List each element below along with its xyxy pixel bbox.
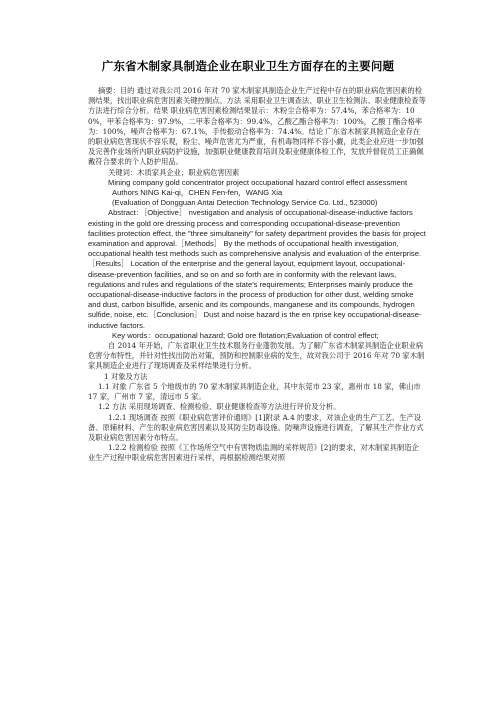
section-1-2: 1.2 方法 采用现场调查、检测检验、职业健康检查等方法进行评价及分析。: [98, 402, 341, 412]
title-en: Mining company gold concentrator project occupational hazard control effect assessment: [108, 177, 408, 187]
intro-cn: 自 2014 年开始，广东省职业卫生技术服务行业蓬勃发展。为了解广东省木制家具制造企业职业病危害分布特性，并针对性找出防治对策，预防和控制职业病的发生，故对我公司于 2016 年对 70 家木制家具制造企业进行了现场调查及采样结果进行分析。: [88, 341, 425, 371]
section-1-heading: 1 对象及方法: [104, 371, 148, 381]
authors-en: Authors NING Kai-qi，CHEN Fen-fen，WANG Xia: [112, 188, 283, 198]
abstract-cn: 摘要：目的 通过对我公司 2016 年对 70 家木制家具制造企业生产过程中存在的职业病危害因素的检测结果，找出职业病危害因素关键控制点。方法 采用职业卫生调查法、职业卫生检测法、职业健康检查等方法进行综合分析。结果 职业病危害因素检测结果显示：木粉尘合格率为：57.4%，苯合格率为：100%，甲苯合格率为：97.9%，二甲苯合格率为：99.4%，乙酸乙酯合格率为：100%，乙酸丁酯合格率为：100%，噪声合格率为：67.1%，手传振动合格率为：74.4%。结论 广东省木制家具制造企业存在的职业病危害现状不容乐观，粉尘、噪声危害尤为严重，有机毒物同样不容小觑，此类企业应进一步加强及完善作业场所内职业病防护设施，加强职业健康教育培训及职业健康体检工作，发放并督促员工正确佩戴符合要求的个人防护用品。: [88, 86, 426, 167]
keywords-cn: 关键词：木质家具企业；职业病危害因素: [108, 167, 240, 177]
paper-title: 广东省木制家具制造企业在职业卫生方面存在的主要问题: [101, 59, 395, 73]
paper-body: [88, 86, 426, 464]
section-1-2-1: 1.2.1 现场调查 按照《职业病危害评价通则》[1]附录 A.4 的要求，对该企业的生产工艺、生产设备、原辅材料、产生的职业病危害因素以及其防尘防毒设施、防噪声设施进行调查，了解其生产作业方式及职业病危害因素分布特点。: [88, 412, 424, 442]
affiliation-en: (Evaluation of Dongguan Antai Detection Technology Service Co. Ltd., 523000): [112, 198, 378, 208]
section-1-2-2: 1.2.2 检测检验 按照《工作场所空气中有害物质监测的采样规范》[2]的要求，对木制家具制造企业生产过程中职业病危害因素进行采样，再根据检测结果对照: [88, 443, 419, 463]
keywords-en: Key words：occupational hazard; Gold ore flotation;Evaluation of control effect;: [112, 330, 379, 340]
section-1-1: 1.1 对象 广东省 5 个地级市的 70 家木制家具制造企业，其中东莞市 23 家，惠州市 18 家，佛山市 17 家，广州市 7 家，清远市 5 家。: [88, 381, 421, 402]
abstract-en: Abstract：［Objective］ nvestigation and analysis of occupational-disease-inductive factors existing in the gold ore dressing process and corresponding occupational-disease-prevention facilities protection effect, the "three simultaneity" for safety department provides the basis for project examination and approval.［Methods］ By the methods of occupational health investigation, occupational health test methods such as comprehensive analysis and evaluation of the enterprise.［Results］ Location of the enterprise and the general layout, equipment layout, occupational-disease-prevention facilities, and so on and so forth are in conformity with the relevant laws, regulations and rules and regulations of the state's requirements; Enterprises mainly produce the occupational-disease-inductive factors in the process of production for other dust, welding smoke and dust, carbon bisulfide, arsenic and its compounds, manganese and its compounds, hydrogen sulfide, noise, etc.［Conclusion］ Dust and noise hazard is the en rprise key occupational-disease-inductive factors.: [88, 208, 426, 330]
